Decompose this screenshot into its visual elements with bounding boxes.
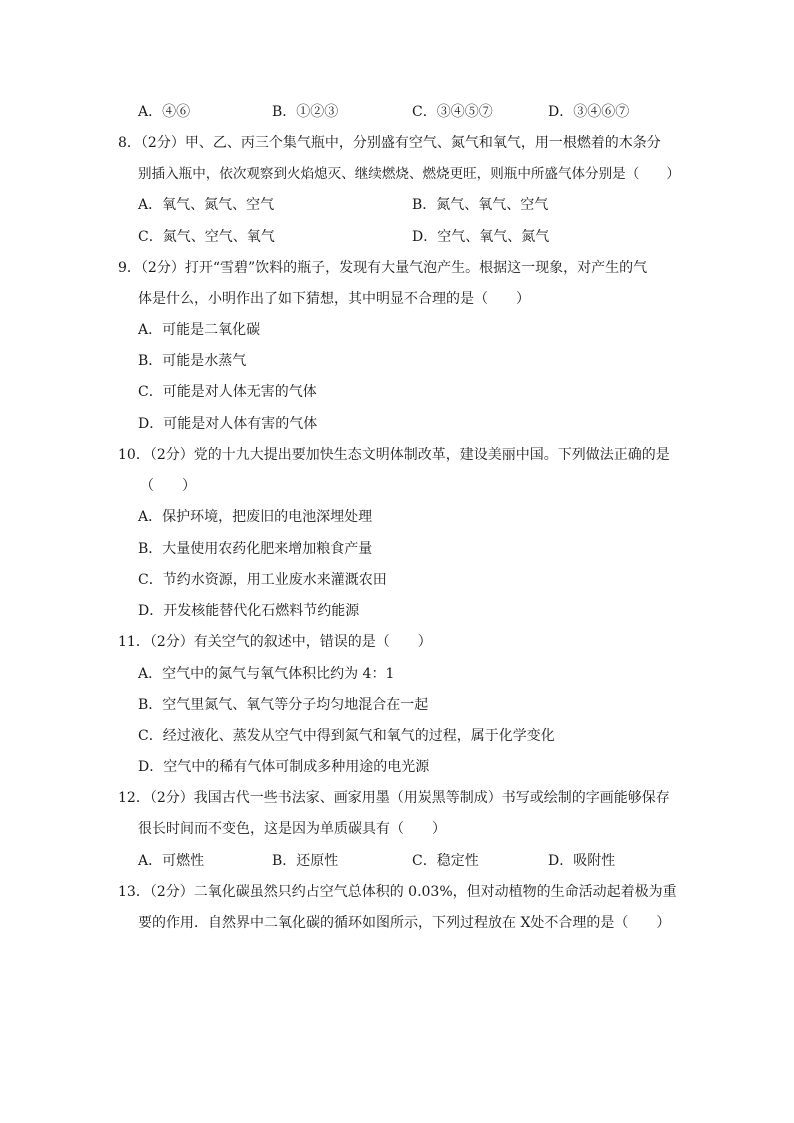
q13-stem-line-1: 13．（2分）二氧化碳虽然只约占空气总体积的 0.03%，但对动植物的生命活动起着极为重 xyxy=(118,884,677,900)
q8-option-c: C．氮气、空气、氧气 xyxy=(138,229,275,245)
q10-option-c: C．节约水资源，用工业废水来灌溉农田 xyxy=(138,572,387,588)
q10-option-a: A．保护环境，把废旧的电池深埋处理 xyxy=(138,509,373,525)
q8-stem-line-1: 8．（2分）甲、乙、丙三个集气瓶中，分别盛有空气、氮气和氧气，用一根燃着的木条分 xyxy=(118,135,661,151)
q13-stem-line-2: 要的作用．自然界中二氧化碳的循环如图所示，下列过程放在 X处不合理的是（ ） xyxy=(138,915,671,931)
q11-option-d: D．空气中的稀有气体可制成多种用途的电光源 xyxy=(138,759,430,775)
q9-stem-line-1: 9．（2分）打开“雪碧”饮料的瓶子，发现有大量气泡产生。根据这一现象，对产生的气 xyxy=(118,260,648,276)
q7-option-b: B．①②③ xyxy=(272,104,339,120)
q9-option-a: A．可能是二氧化碳 xyxy=(138,322,261,338)
q7-option-a: A．④⑥ xyxy=(138,104,191,120)
q9-stem-line-2: 体是什么，小明作出了如下猜想，其中明显不合理的是（ ） xyxy=(138,291,530,307)
q8-option-a: A．氧气、氮气、空气 xyxy=(138,197,275,213)
q12-option-b: B．还原性 xyxy=(272,853,339,869)
q11-option-c: C．经过液化、蒸发从空气中得到氮气和氧气的过程，属于化学变化 xyxy=(138,728,555,744)
q10-stem-line-1: 10．（2分）党的十九大提出要加快生态文明体制改革，建设美丽中国。下列做法正确的是 xyxy=(118,447,670,463)
q8-option-d: D．空气、氧气、氮气 xyxy=(412,229,550,245)
q11-option-b: B．空气里氮气、氧气等分子均匀地混合在一起 xyxy=(138,697,429,713)
q12-stem-line-1: 12．（2分）我国古代一些书法家、画家用墨（用炭黑等制成）书写或绘制的字画能够保存 xyxy=(118,790,670,806)
q12-stem-line-2: 很长时间而不变色，这是因为单质碳具有（ ） xyxy=(138,821,446,837)
q9-option-c: C．可能是对人体无害的气体 xyxy=(138,384,317,400)
q10-option-d: D．开发核能替代化石燃料节约能源 xyxy=(138,603,360,619)
q11-stem-line-1: 11．（2分）有关空气的叙述中，错误的是（ ） xyxy=(118,634,432,650)
q10-stem-line-2: （ ） xyxy=(140,478,196,494)
q12-option-c: C．稳定性 xyxy=(412,853,479,869)
q7-option-d: D．③④⑥⑦ xyxy=(548,104,630,120)
q9-option-b: B．可能是水蒸气 xyxy=(138,353,247,369)
q12-option-a: A．可燃性 xyxy=(138,853,205,869)
q8-option-b: B．氮气、氧气、空气 xyxy=(412,197,549,213)
q9-option-d: D．可能是对人体有害的气体 xyxy=(138,416,318,432)
q12-option-d: D．吸附性 xyxy=(548,853,616,869)
q8-stem-line-2: 别插入瓶中，依次观察到火焰熄灭、继续燃烧、燃烧更旺，则瓶中所盛气体分别是（ ） xyxy=(138,166,680,182)
q10-option-b: B．大量使用农药化肥来增加粮食产量 xyxy=(138,541,373,557)
q11-option-a: A．空气中的氮气与氧气体积比约为 4：1 xyxy=(138,666,395,682)
q7-option-c: C．③④⑤⑦ xyxy=(412,104,493,120)
